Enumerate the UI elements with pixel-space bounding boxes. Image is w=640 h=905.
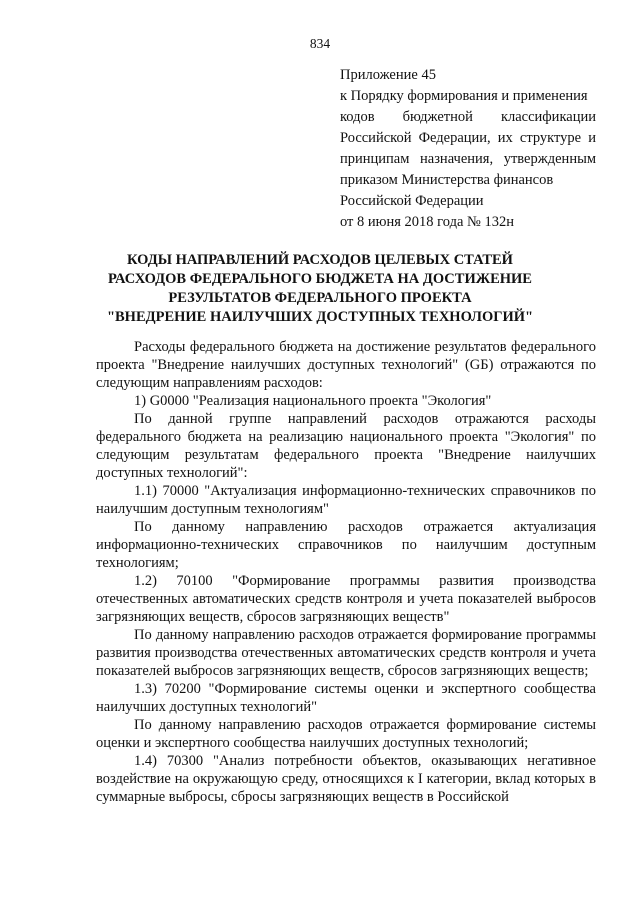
title-line: РЕЗУЛЬТАТОВ ФЕДЕРАЛЬНОГО ПРОЕКТА: [168, 290, 472, 306]
appendix-line: кодов бюджетной классификации: [340, 109, 596, 125]
body-paragraph: 1.2) 70100 "Формирование программы развития производства отечественных автоматических средств контроля и учета показателей выбросов загрязняющих веществ, сбросов загрязняющих веществ": [96, 573, 596, 625]
body-paragraph: Расходы федерального бюджета на достижение результатов федерального проекта "Внедрение наилучших доступных технологий" (GБ) отражаются по следующим направлениям расходов:: [96, 339, 596, 391]
appendix-line: от 8 июня 2018 года № 132н: [340, 214, 514, 230]
title-line: "ВНЕДРЕНИЕ НАИЛУЧШИХ ДОСТУПНЫХ ТЕХНОЛОГИЙ": [106, 309, 534, 325]
page-number: 834: [309, 36, 331, 51]
document-title: [0, 251, 640, 327]
appendix-block: [340, 65, 596, 233]
body-paragraph: По данному направлению расходов отражается формирование системы оценки и экспертного сообщества наилучших доступных технологий;: [96, 717, 596, 751]
appendix-line: Приложение 45: [340, 67, 436, 83]
appendix-line: к Порядку формирования и применения: [340, 88, 588, 104]
title-line: РАСХОДОВ ФЕДЕРАЛЬНОГО БЮДЖЕТА НА ДОСТИЖЕНИЕ: [108, 271, 532, 287]
appendix-line: Российской Федерации, их структуре и: [340, 130, 596, 146]
body-paragraph: 1.3) 70200 "Формирование системы оценки и экспертного сообщества наилучших доступных технологий": [96, 681, 596, 715]
body-paragraph: 1) G0000 "Реализация национального проекта "Экология": [134, 393, 492, 409]
document-body: [96, 338, 596, 806]
appendix-line: приказом Министерства финансов: [340, 172, 554, 188]
body-paragraph: По данной группе направлений расходов отражаются расходы федерального бюджета на реализацию национального проекта "Экология" по следующим результатам федерального проекта "Внедрение наилучших доступных технологий":: [96, 411, 596, 481]
appendix-line: Российской Федерации: [340, 193, 484, 209]
title-line: КОДЫ НАПРАВЛЕНИЙ РАСХОДОВ ЦЕЛЕВЫХ СТАТЕЙ: [127, 252, 513, 268]
body-paragraph: По данному направлению расходов отражается актуализация информационно-технических справочников по наилучшим доступным технологиям;: [96, 519, 596, 571]
body-paragraph: 1.1) 70000 "Актуализация информационно-технических справочников по наилучшим доступным технологиям": [96, 483, 596, 517]
appendix-line: принципам назначения, утвержденным: [340, 151, 596, 167]
body-paragraph: 1.4) 70300 "Анализ потребности объектов, оказывающих негативное воздействие на окружающую среду, относящихся к I категории, вклад которых в суммарные выбросы, сбросы загрязняющих веществ в Российской: [96, 753, 596, 805]
body-paragraph: По данному направлению расходов отражается формирование программы развития производства отечественных автоматических средств контроля и учета показателей выбросов загрязняющих веществ, сбросов загрязняющих веществ;: [96, 627, 596, 679]
